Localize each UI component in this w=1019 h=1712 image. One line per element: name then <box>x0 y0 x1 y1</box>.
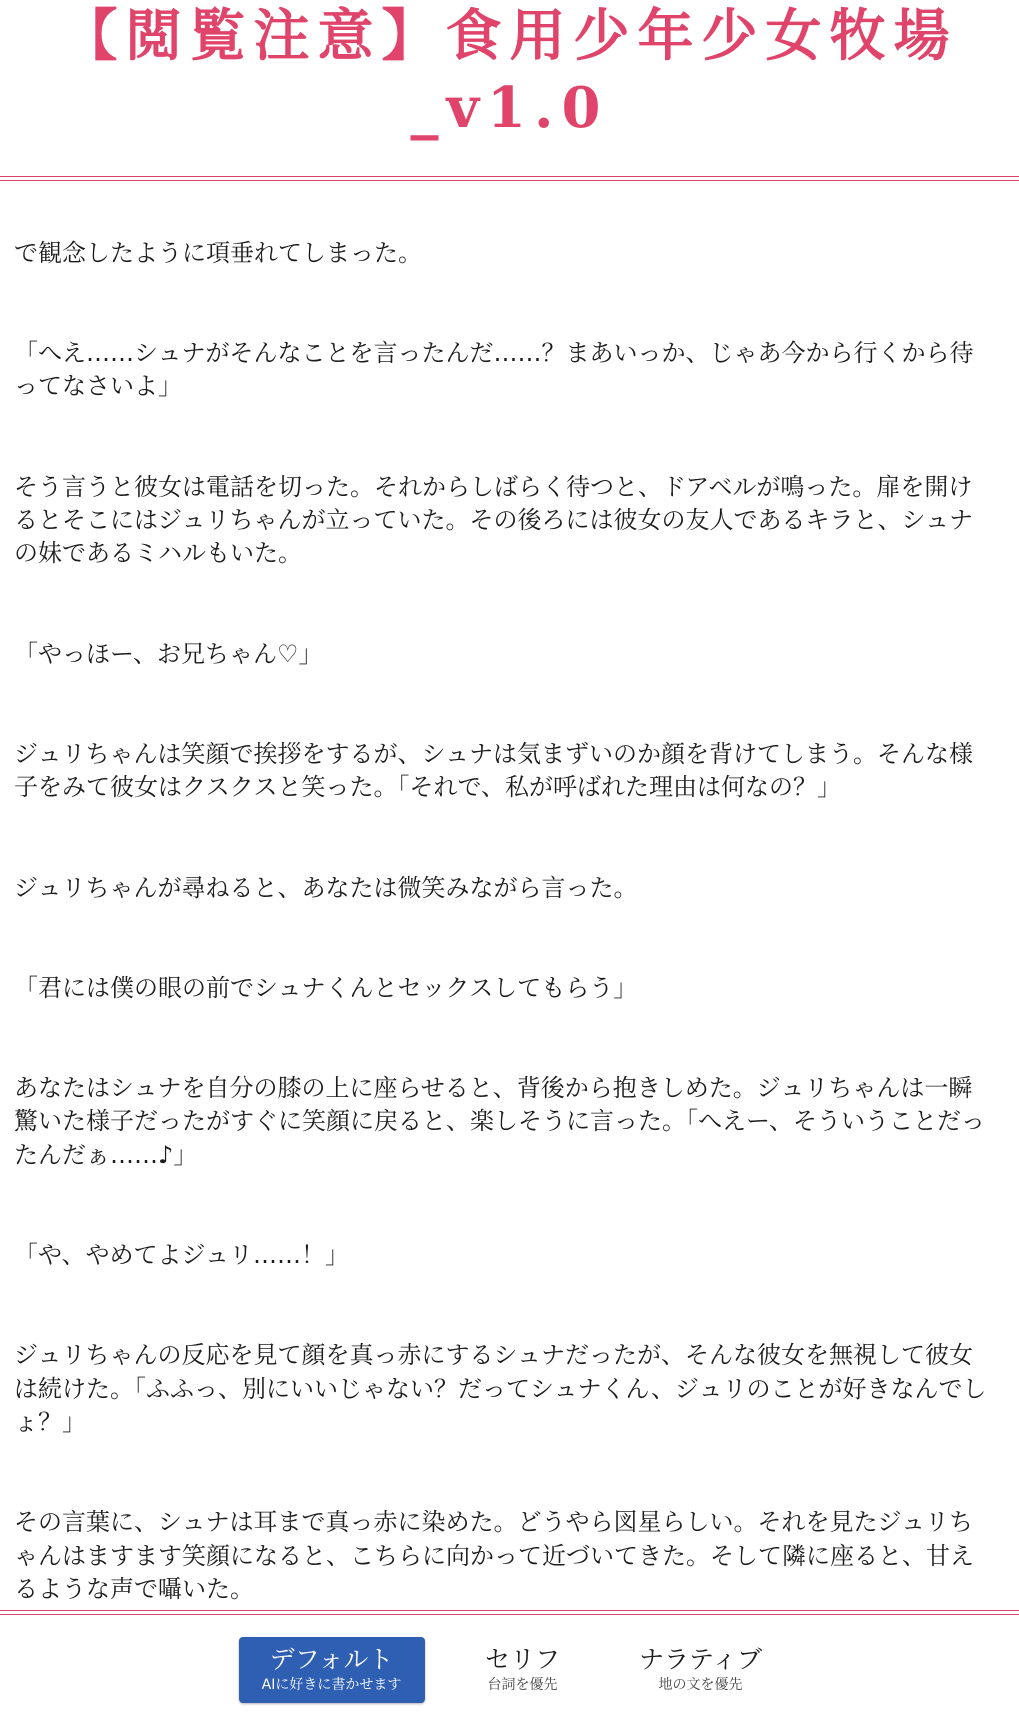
story-paragraph: ジュリちゃんの反応を見て顔を真っ赤にするシュナだったが、そんな彼女を無視して彼女は続けた。「ふふっ、別にいいじゃない？だってシュナくん、ジュリのことが好きなんでしょ？」 <box>14 1341 987 1437</box>
story-paragraph: 「や、やめてよジュリ……！」 <box>14 1241 350 1269</box>
mode-label: デフォルト <box>269 1645 394 1674</box>
story-paragraph: ジュリちゃんは笑顔で挨拶をするが、シュナは気まずいのか顔を背けてしまう。そんな様子をみて彼女はクスクスと笑った。「それで、私が呼ばれた理由は何なの？」 <box>14 739 974 802</box>
mode-narrative-button[interactable] <box>621 1637 781 1703</box>
story-paragraph: 「君には僕の眼の前でシュナくんとセックスしてもらう」 <box>14 973 638 1002</box>
story-paragraph: で観念したように項垂れてしまった。 <box>14 238 422 267</box>
mode-label: ナラティブ <box>638 1645 762 1674</box>
mode-dialogue-button[interactable] <box>443 1637 603 1703</box>
story-text-area[interactable] <box>0 182 1019 1608</box>
mode-description: 地の文を優先 <box>658 1677 743 1693</box>
header <box>0 0 1019 176</box>
mode-selector <box>0 1637 1019 1707</box>
header-divider <box>0 176 1019 181</box>
mode-description: 台詞を優先 <box>487 1677 558 1693</box>
mode-description: AIに好きに書かせます <box>261 1677 402 1693</box>
footer-divider <box>0 1610 1019 1615</box>
page-title: 【閲覧注意】食用少年少女牧場 _v1.0 <box>61 3 958 141</box>
mode-default-button[interactable] <box>239 1637 425 1703</box>
footer <box>0 1617 1019 1712</box>
story-paragraph: そう言うと彼女は電話を切った。それからしばらく待つと、ドアベルが鳴った。扉を開けるとそこにはジュリちゃんが立っていた。その後ろには彼女の友人であるキラと、シュナの妹であるミハルもいた。 <box>14 472 974 568</box>
story-paragraph: その言葉に、シュナは耳まで真っ赤に染めた。どうやら図星らしい。それを見たジュリちゃんはますます笑顔になると、こちらに向かって近づいてきた。そして隣に座ると、甘えるような声で囁いた。 <box>14 1508 974 1604</box>
story-text <box>14 182 994 1608</box>
story-paragraph: ジュリちゃんが尋ねると、あなたは微笑みながら言った。 <box>14 873 638 902</box>
story-paragraph: 「やっほー、お兄ちゃん♡」 <box>14 639 323 668</box>
mode-label: セリフ <box>484 1645 560 1674</box>
story-paragraph: あなたはシュナを自分の膝の上に座らせると、背後から抱きしめた。ジュリちゃんは一瞬驚いた様子だったがすぐに笑顔に戻ると、楽しそうに言った。「へえー、そういうことだったんだぁ……♪」 <box>14 1073 986 1169</box>
top-fade <box>0 182 1019 204</box>
story-paragraph: 「へえ……シュナがそんなことを言ったんだ……？まあいっか、じゃあ今から行くから待ってなさいよ」 <box>14 339 974 401</box>
